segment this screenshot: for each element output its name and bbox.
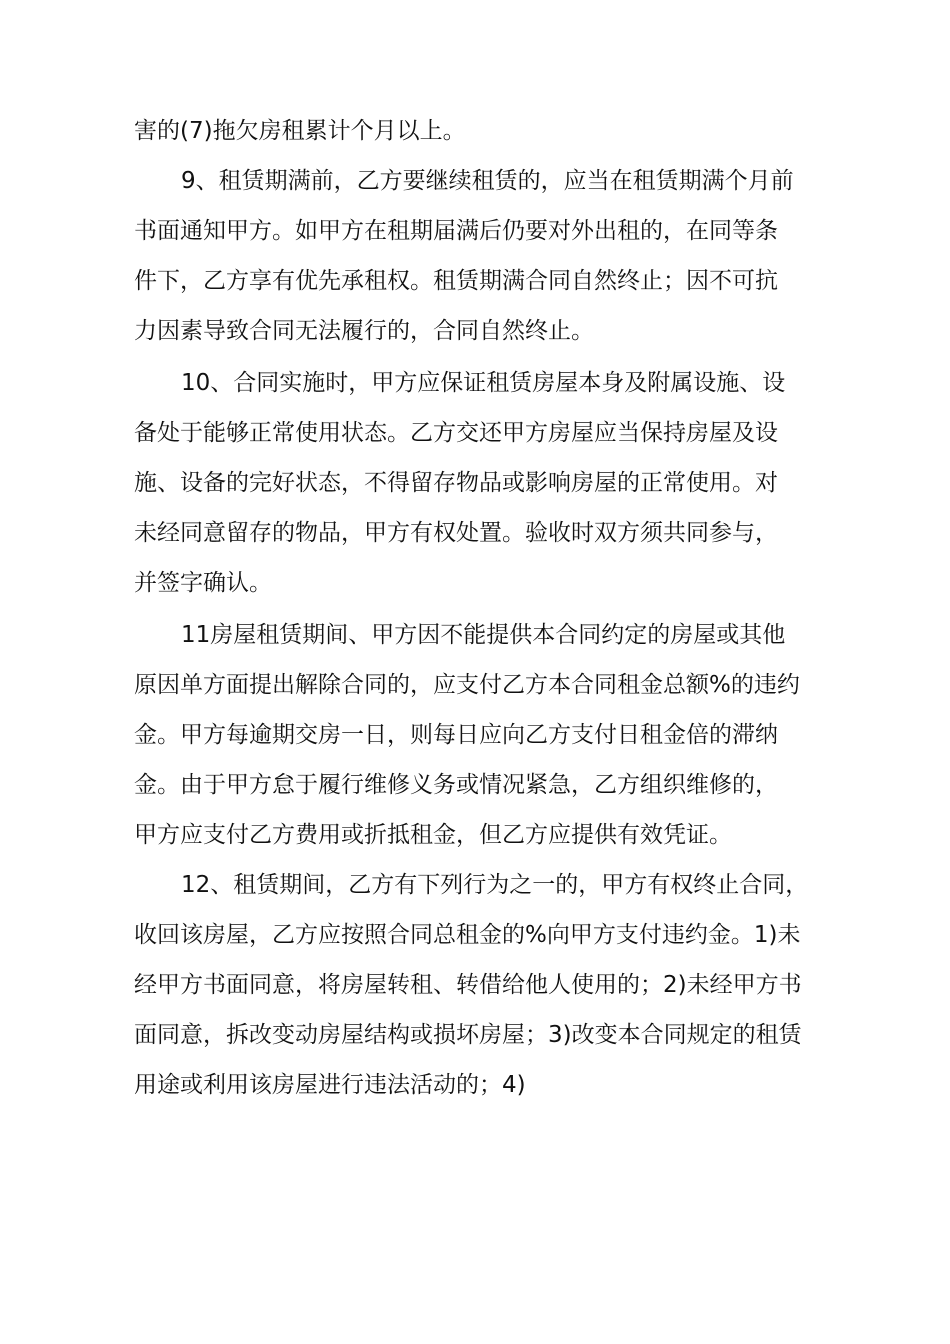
- text-line: 力因素导致合同无法履行的，合同自然终止。: [134, 318, 594, 344]
- text-line: 备处于能够正常使用状态。乙方交还甲方房屋应当保持房屋及设: [134, 420, 778, 446]
- text-line: 件下，乙方享有优先承租权。租赁期满合同自然终止；因不可抗: [134, 268, 778, 294]
- text-line: 面同意，拆改变动房屋结构或损坏房屋；3)改变本合同规定的租赁: [134, 1022, 802, 1048]
- text-line: 金。甲方每逾期交房一日，则每日应向乙方支付日租金倍的滞纳: [134, 722, 778, 748]
- text-line: 经甲方书面同意，将房屋转租、转借给他人使用的；2)未经甲方书: [134, 972, 802, 998]
- paragraph-11-start: 11房屋租赁期间、甲方因不能提供本合同约定的房屋或其他: [181, 622, 786, 648]
- text-line: 害的(7)拖欠房租累计个月以上。: [134, 118, 466, 144]
- text-line: 书面通知甲方。如甲方在租期届满后仍要对外出租的，在同等条: [134, 218, 778, 244]
- text-line: 未经同意留存的物品，甲方有权处置。验收时双方须共同参与，: [134, 520, 778, 546]
- paragraph-9-start: 9、租赁期满前，乙方要继续租赁的，应当在租赁期满个月前: [181, 168, 794, 194]
- text-line: 甲方应支付乙方费用或折抵租金，但乙方应提供有效凭证。: [134, 822, 732, 848]
- paragraph-12-start: 12、租赁期间，乙方有下列行为之一的，甲方有权终止合同，: [181, 872, 809, 898]
- text-line: 金。由于甲方怠于履行维修义务或情况紧急，乙方组织维修的，: [134, 772, 778, 798]
- text-line: 原因单方面提出解除合同的，应支付乙方本合同租金总额%的违约: [134, 672, 800, 698]
- text-line: 并签字确认。: [134, 570, 272, 596]
- text-line: 收回该房屋，乙方应按照合同总租金的%向甲方支付违约金。1)未: [134, 922, 801, 948]
- paragraph-10-start: 10、合同实施时，甲方应保证租赁房屋本身及附属设施、设: [181, 370, 786, 396]
- text-line: 施、设备的完好状态，不得留存物品或影响房屋的正常使用。对: [134, 470, 778, 496]
- text-line: 用途或利用该房屋进行违法活动的；4): [134, 1072, 526, 1098]
